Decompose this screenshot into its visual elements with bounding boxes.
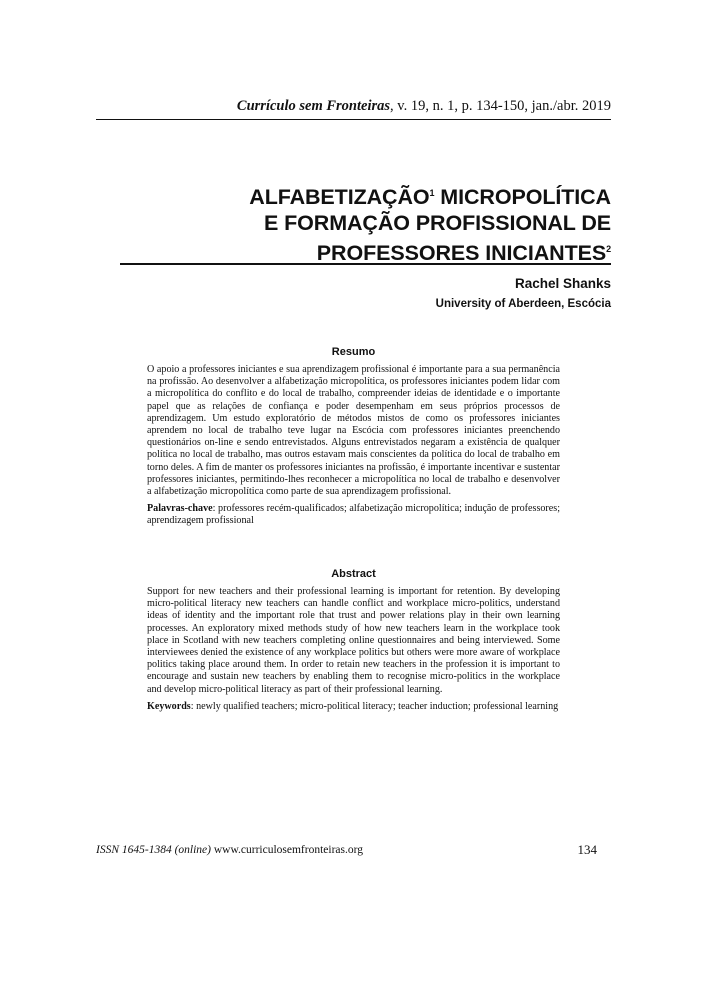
title-line-1: ALFABETIZAÇÃO$^1$ MICROPOLÍTICA bbox=[249, 185, 611, 209]
title-line-2: E FORMAÇÃO PROFISSIONAL DE bbox=[264, 211, 611, 235]
title-divider bbox=[120, 263, 611, 265]
citation: , v. 19, n. 1, p. 134-150, jan./abr. 2019 bbox=[390, 98, 611, 114]
abstract-heading: Abstract bbox=[331, 568, 376, 580]
issn: ISSN 1645-1384 (online) bbox=[96, 844, 211, 856]
abstract-keywords: Keywords: newly qualified teachers; micro-political literacy; teacher induction; professional learning bbox=[147, 700, 559, 712]
journal-name: Currículo sem Fronteiras bbox=[236, 98, 391, 114]
footnote-ref-2[interactable]: 2 bbox=[606, 244, 611, 254]
website-link[interactable]: www.curriculosemfronteiras.org bbox=[210, 844, 363, 856]
author-affiliation: University of Aberdeen, Escócia bbox=[435, 298, 611, 310]
footnote-ref-1[interactable]: 1 bbox=[429, 188, 435, 198]
resumo-heading: Resumo bbox=[331, 346, 376, 358]
resumo-text: O apoio a professores iniciantes e sua aprendizagem profissional é importante para a sua permanência na profissão. Ao desenvolver a alfabetização micropolítica, os professores iniciantes podem lidar com a micropolítica do conflito e do local de trabalho, compreender ideias de identidade e o importante papel que as relações de confiança e poder desempenham em seus próprios processos de aprendizagem. Um estudo exploratório de métodos mistos de como os professores iniciantes aprendem no local de trabalho teve lugar na Escócia com professores iniciantes preenchendo questionários on-line e sendo entrevistados. Alguns entrevistados negaram a existência de qualquer política no local de trabalho, mas outros estavam mais conscientes da política do local de trabalho em torno deles. A fim de manter os professores iniciantes na profissão, é importante incentivar e sustentar professores iniciantes, permitindo-lhes reconhecer a micropolítica no local de trabalho e desenvolver a alfabetização micropolítica como parte de sua aprendizagem profissional. bbox=[147, 364, 560, 498]
author-name: Rachel Shanks bbox=[514, 276, 611, 291]
abstract-section bbox=[147, 568, 560, 713]
running-header bbox=[96, 98, 611, 120]
article-title bbox=[96, 180, 611, 266]
resumo-section bbox=[147, 346, 560, 528]
title-line-3: PROFESSORES INICIANTES$^2$ bbox=[316, 241, 611, 265]
abstract-text: Support for new teachers and their professional learning is important for retention. By developing micro-political literacy new teachers can handle conflict and workplace micro-politics, understand ideas of identity and the important role that trust and power relations play in their own learning processes. An exploratory mixed methods study of how new teachers learn in the workplace took place in Scotland with new teachers completing online questionnaires and being interviewed. Some interviewees denied the existence of any workplace politics but others were more aware of workplace politics taking place around them. In order to retain new teachers in the profession it is important to encourage and sustain new teachers by enabling them to recognise micro-politics in the workplace and develop micro-political literacy as part of their professional learning. bbox=[147, 586, 560, 695]
resumo-keywords: Palavras-chave: professores recém-qualificados; alfabetização micropolítica; indução de professores; aprendizagem profissional bbox=[147, 503, 560, 527]
page-footer bbox=[96, 844, 597, 856]
page-number: 134 bbox=[577, 842, 597, 857]
